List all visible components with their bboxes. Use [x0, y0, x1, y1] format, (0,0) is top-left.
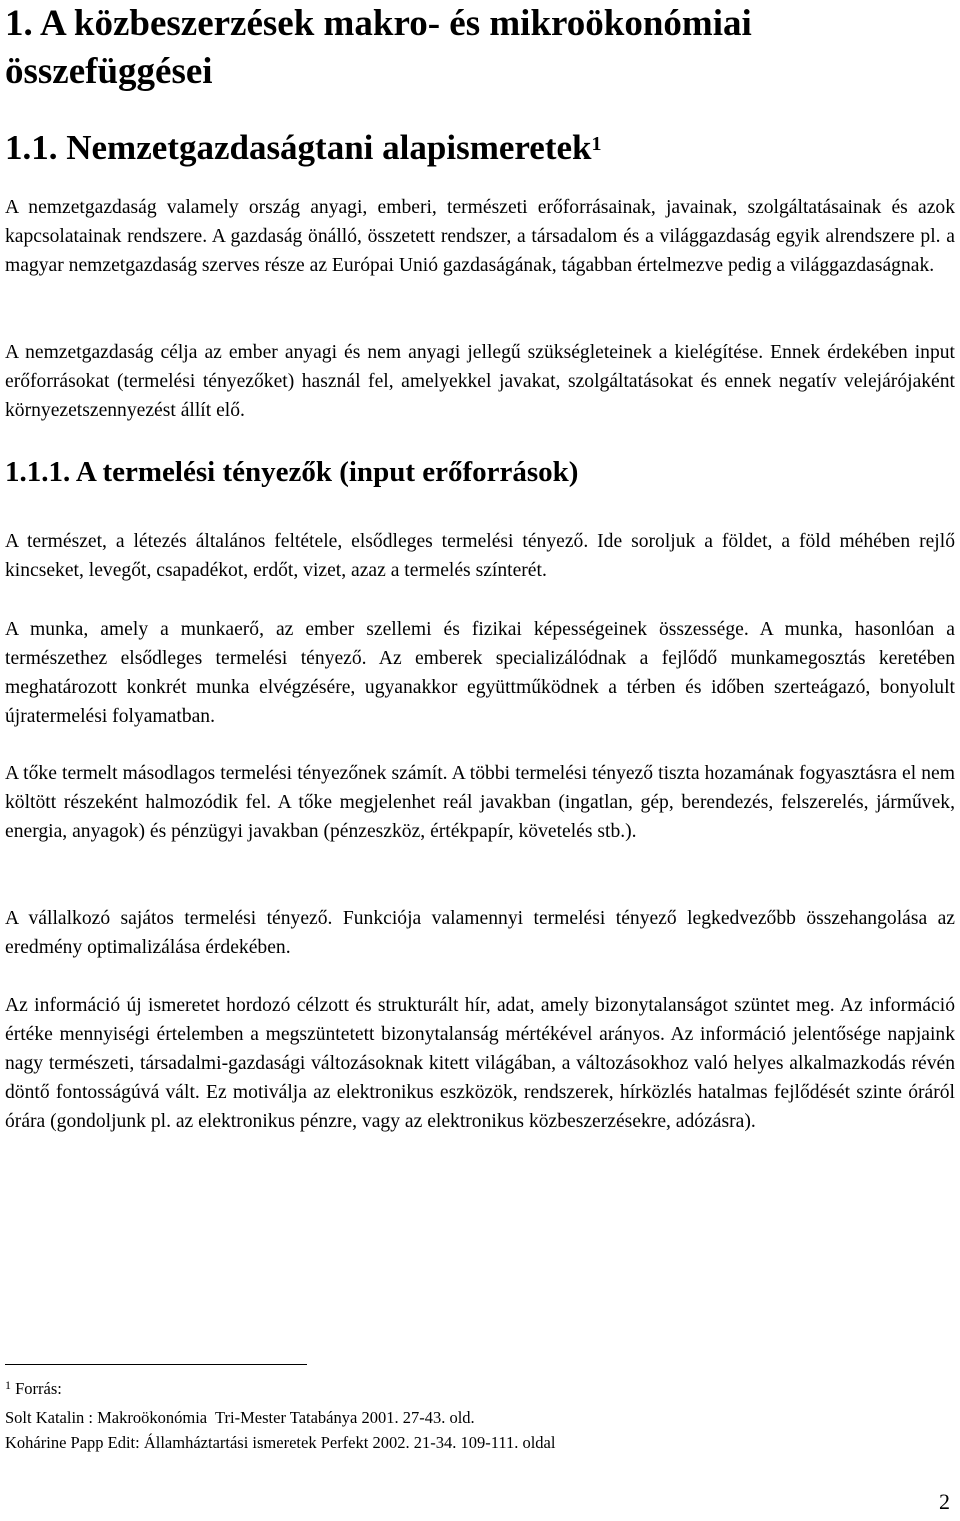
document-page	[5, 0, 955, 1521]
paragraph-informacio: Az információ új ismeretet hordozó célzott és strukturált hír, adat, amely bizonytalanságot szüntet meg. Az információ értéke mennyiségi értelemben a megszüntetett bizonytalanság mértékével arányos. Az információ jelentősége napjaink nagy természeti, társadalmi-gazdasági változásoknak kitett világában, a változásokhoz való helyes alkalmazkodás révén döntő fontosságúvá vált. Ez motiválja az elektronikus eszközök, rendszerek, hírközlés hatalmas fejlődését szinte óráról órára (gondoljunk pl. az elektronikus pénzre, vagy az elektronikus közbeszerzésekre, adózásra).	[5, 995, 955, 1132]
chapter-heading-line1: 1. A közbeszerzések makro- és mikroökonómiai	[5, 3, 752, 44]
footnote-label	[5, 1378, 955, 1400]
footnote-source-label: Forrás:	[15, 1379, 62, 1398]
footnote-marker: 1	[5, 1378, 11, 1392]
paragraph-toke: A tőke termelt másodlagos termelési tényezőnek számít. A többi termelési tényező tiszta hozamának fogyasztásra el nem költött részeként halmozódik fel. A tőke megjelenhet reál javakban (ingatlan, gép, berendezés, felszerelés, járművek, energia, anyagok) és pénzügyi javakban (pénzeszköz, értékpapír, követelés stb.).	[5, 763, 955, 842]
paragraph-vallalkozo: A vállalkozó sajátos termelési tényező. Funkciója valamennyi termelési tényező legkedvezőbb összehangolása az eredmény optimalizálása érdekében.	[5, 908, 955, 958]
chapter-heading	[5, 0, 955, 96]
page-number: 2	[939, 1489, 950, 1514]
footnote-reference: 1	[591, 133, 602, 155]
section-heading-text: 1.1. Nemzetgazdaságtani alapismeretek	[5, 128, 592, 167]
footnote-source-2: Kohárine Papp Edit: Államháztartási ismeretek Perfekt 2002. 21-34. 109-111. oldal	[5, 1433, 556, 1452]
footnote-separator	[5, 1364, 307, 1365]
paragraph-munka: A munka, amely a munkaerő, az ember szellemi és fizikai képességeinek összessége. A munka, hasonlóan a természethez elsődleges termelési tényező. Az emberek specializálódnak a fejlődő munkamegosztás keretében meghatározott konkrét munka elvégzésére, ugyanakkor együttműködnek a térben és időben szerteágazó, bonyolult újratermelési folyamatban.	[5, 619, 955, 727]
paragraph-nemzetgazdasag-goal: A nemzetgazdaság célja az ember anyagi és nem anyagi jellegű szükségleteinek a kielégítése. Ennek érdekében input erőforrásokat (termelési tényezőket) használ fel, amelyekkel javakat, szolgáltatásokat és ennek negatív velejárójaként környezetszennyezést állít elő.	[5, 342, 955, 421]
chapter-heading-line2: összefüggései	[5, 51, 213, 92]
paragraph-nemzetgazdasag-definition: A nemzetgazdaság valamely ország anyagi, emberi, természeti erőforrásainak, javainak, szolgáltatásainak és azok kapcsolatainak rendszere. A gazdaság önálló, összetett rendszer, a társadalom és a világgazdaság egyik alrendszere pl. a magyar nemzetgazdaság szerves része az Európai Unió gazdaságának, tágabban értelmezve pedig a világgazdaságnak.	[5, 197, 955, 276]
paragraph-termeszet: A természet, a létezés általános feltétele, elsődleges termelési tényező. Ide soroljuk a földet, a föld méhében rejlő kincseket, levegőt, csapadékot, erdőt, vizet, azaz a termelés színterét.	[5, 531, 955, 581]
subsection-heading: 1.1.1. A termelési tényezők (input erőforrások)	[5, 456, 579, 488]
footnote-source-1: Solt Katalin : Makroökonómia Tri-Mester Tatabánya 2001. 27-43. old.	[5, 1408, 475, 1427]
section-heading	[5, 126, 955, 170]
